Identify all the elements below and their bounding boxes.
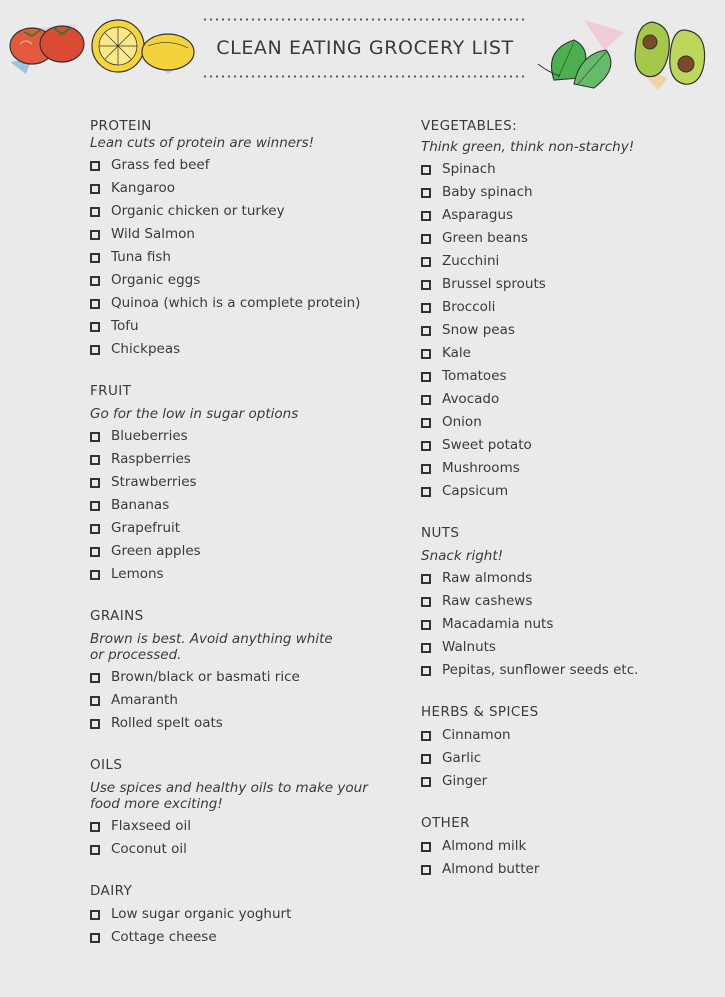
checkbox[interactable]: [421, 280, 431, 290]
checklist-item[interactable]: [90, 471, 410, 494]
checklist-item[interactable]: [90, 540, 410, 563]
section-subtitle: [90, 406, 410, 422]
item-label: Organic chicken or turkey: [111, 203, 285, 219]
item-label: Low sugar organic yoghurt: [111, 906, 292, 922]
checkbox[interactable]: [90, 845, 100, 855]
item-label: Cottage cheese: [111, 929, 217, 945]
checklist: [421, 724, 721, 793]
checkbox[interactable]: [421, 731, 431, 741]
item-label: Raw almonds: [442, 570, 533, 586]
page-title: CLEAN EATING GROCERY LIST: [216, 37, 514, 59]
subtitle-line: food more exciting!: [90, 796, 223, 812]
checklist-item[interactable]: [90, 154, 410, 177]
item-label: Bananas: [111, 497, 170, 513]
section-heading: DAIRY: [90, 883, 133, 899]
checklist-item[interactable]: [90, 494, 410, 517]
item-label: Lemons: [111, 566, 164, 582]
checkbox[interactable]: [90, 910, 100, 920]
item-label: Raspberries: [111, 451, 191, 467]
item-label: Avocado: [442, 391, 500, 407]
item-label: Zucchini: [442, 253, 500, 269]
checklist: [90, 154, 410, 361]
checkbox[interactable]: [90, 322, 100, 332]
section-nuts: [421, 525, 721, 682]
checkbox[interactable]: [421, 487, 431, 497]
checkbox[interactable]: [421, 620, 431, 630]
checklist-item[interactable]: [421, 567, 721, 590]
checklist-item[interactable]: [90, 315, 410, 338]
checkbox[interactable]: [90, 673, 100, 683]
checkbox[interactable]: [421, 372, 431, 382]
item-label: Garlic: [442, 750, 482, 766]
subtitle-line: Lean cuts of protein are winners!: [90, 135, 315, 151]
section-heading: GRAINS: [90, 608, 144, 624]
checklist-item[interactable]: [421, 835, 721, 858]
item-label: Tomatoes: [442, 368, 507, 384]
item-label: Baby spinach: [442, 184, 533, 200]
checkbox[interactable]: [421, 326, 431, 336]
item-label: Tuna fish: [111, 249, 171, 265]
checkbox[interactable]: [90, 524, 100, 534]
checklist-item[interactable]: [90, 926, 410, 949]
checkbox[interactable]: [421, 441, 431, 451]
checklist-item[interactable]: [90, 425, 410, 448]
checkbox[interactable]: [90, 501, 100, 511]
dotted-divider-top: [202, 18, 528, 21]
item-label: Spinach: [442, 161, 496, 177]
section-other: [421, 815, 721, 881]
checkbox[interactable]: [90, 276, 100, 286]
checklist-item[interactable]: [90, 689, 410, 712]
checklist-item[interactable]: [421, 858, 721, 881]
subtitle-line: Go for the low in sugar options: [90, 406, 299, 422]
checklist: [90, 815, 410, 861]
checkbox[interactable]: [90, 345, 100, 355]
checklist-item[interactable]: [421, 590, 721, 613]
lemon-icon: [88, 16, 200, 76]
checkbox[interactable]: [421, 643, 431, 653]
checklist-item[interactable]: [90, 448, 410, 471]
item-label: Pepitas, sunflower seeds etc.: [442, 662, 639, 678]
checkbox[interactable]: [90, 547, 100, 557]
checklist-item[interactable]: [90, 903, 410, 926]
checklist-item[interactable]: [421, 434, 721, 457]
checkbox[interactable]: [90, 230, 100, 240]
checkbox[interactable]: [421, 395, 431, 405]
item-label: Sweet potato: [442, 437, 532, 453]
item-label: Amaranth: [111, 692, 178, 708]
checkbox[interactable]: [421, 257, 431, 267]
checklist: [421, 158, 721, 503]
checklist-item[interactable]: [421, 613, 721, 636]
checkbox[interactable]: [421, 211, 431, 221]
checklist-item[interactable]: [90, 815, 410, 838]
checklist-item[interactable]: [90, 666, 410, 689]
checkbox[interactable]: [421, 418, 431, 428]
section-heading: NUTS: [421, 525, 460, 541]
checkbox[interactable]: [421, 464, 431, 474]
checkbox[interactable]: [421, 188, 431, 198]
item-label: Grapefruit: [111, 520, 181, 536]
checklist-item[interactable]: [90, 712, 410, 735]
checklist-item[interactable]: [421, 770, 721, 793]
item-label: Kangaroo: [111, 180, 176, 196]
checklist-item[interactable]: [90, 223, 410, 246]
section-heading: PROTEIN: [90, 118, 152, 134]
checklist-item[interactable]: [421, 227, 721, 250]
avocado-icon: [628, 16, 724, 90]
item-label: Wild Salmon: [111, 226, 195, 242]
section-subtitle: [421, 548, 721, 564]
section-vegetables: [421, 118, 721, 503]
header: [0, 0, 725, 100]
item-label: Snow peas: [442, 322, 515, 338]
item-label: Ginger: [442, 773, 488, 789]
checkbox[interactable]: [421, 165, 431, 175]
checklist-item[interactable]: [421, 388, 721, 411]
checkbox[interactable]: [421, 349, 431, 359]
checklist-item[interactable]: [421, 181, 721, 204]
checkbox[interactable]: [421, 303, 431, 313]
section-grains: [90, 608, 410, 735]
checklist-item[interactable]: [421, 724, 721, 747]
checklist-item[interactable]: [421, 204, 721, 227]
checklist-item[interactable]: [421, 457, 721, 480]
section-subtitle: [90, 780, 410, 812]
section-subtitle: [421, 139, 721, 155]
subtitle-line: Snack right!: [421, 548, 504, 564]
checklist-item[interactable]: [421, 659, 721, 682]
section-protein: [90, 118, 410, 361]
right-column: [421, 118, 721, 881]
checklist: [421, 567, 721, 682]
section-herbs-spices: [421, 704, 721, 793]
checkbox[interactable]: [90, 719, 100, 729]
checkbox[interactable]: [421, 777, 431, 787]
checkbox[interactable]: [421, 574, 431, 584]
item-label: Rolled spelt oats: [111, 715, 223, 731]
checklist-item[interactable]: [90, 292, 410, 315]
checkbox[interactable]: [421, 597, 431, 607]
checkbox[interactable]: [90, 299, 100, 309]
subtitle-line: or processed.: [90, 647, 182, 663]
section-fruit: [90, 383, 410, 586]
item-label: Almond butter: [442, 861, 540, 877]
checklist-item[interactable]: [421, 296, 721, 319]
item-label: Asparagus: [442, 207, 514, 223]
checkbox[interactable]: [421, 865, 431, 875]
checkbox[interactable]: [90, 184, 100, 194]
checklist-item[interactable]: [421, 747, 721, 770]
section-heading: HERBS & SPICES: [421, 704, 539, 720]
item-label: Brussel sprouts: [442, 276, 546, 292]
item-label: Capsicum: [442, 483, 509, 499]
checkbox[interactable]: [90, 570, 100, 580]
checklist-item[interactable]: [421, 342, 721, 365]
checkbox[interactable]: [90, 822, 100, 832]
item-label: Tofu: [111, 318, 139, 334]
subtitle-line: Use spices and healthy oils to make your: [90, 780, 368, 796]
section-heading: OTHER: [421, 815, 470, 831]
checklist-item[interactable]: [90, 838, 410, 861]
checkbox[interactable]: [90, 161, 100, 171]
checkbox[interactable]: [421, 234, 431, 244]
checklist: [421, 835, 721, 881]
checkbox[interactable]: [90, 933, 100, 943]
item-label: Onion: [442, 414, 482, 430]
item-label: Almond milk: [442, 838, 527, 854]
section-subtitle: [90, 135, 410, 151]
checkbox[interactable]: [90, 253, 100, 263]
checklist: [90, 903, 410, 949]
item-label: Broccoli: [442, 299, 496, 315]
checklist-item[interactable]: [421, 411, 721, 434]
checklist-item[interactable]: [90, 269, 410, 292]
checklist-item[interactable]: [421, 365, 721, 388]
section-subtitle: [90, 631, 410, 663]
subtitle-line: Think green, think non-starchy!: [421, 139, 635, 155]
checklist-item[interactable]: [421, 250, 721, 273]
checkbox[interactable]: [421, 754, 431, 764]
checkbox[interactable]: [90, 207, 100, 217]
checklist-item[interactable]: [90, 246, 410, 269]
checklist: [90, 666, 410, 735]
checklist-item[interactable]: [90, 200, 410, 223]
item-label: Raw cashews: [442, 593, 533, 609]
item-label: Organic eggs: [111, 272, 201, 288]
subtitle-line: Brown is best. Avoid anything white: [90, 631, 333, 647]
item-label: Brown/black or basmati rice: [111, 669, 300, 685]
item-label: Blueberries: [111, 428, 188, 444]
item-label: Strawberries: [111, 474, 197, 490]
checklist-item[interactable]: [421, 158, 721, 181]
item-label: Grass fed beef: [111, 157, 210, 173]
item-label: Kale: [442, 345, 471, 361]
section-dairy: [90, 883, 410, 949]
checklist-item[interactable]: [421, 273, 721, 296]
checklist-item[interactable]: [421, 319, 721, 342]
item-label: Walnuts: [442, 639, 496, 655]
spinach-leaves-icon: [534, 20, 630, 94]
checklist-item[interactable]: [90, 338, 410, 361]
item-label: Green apples: [111, 543, 201, 559]
item-label: Chickpeas: [111, 341, 181, 357]
item-label: Quinoa (which is a complete protein): [111, 295, 361, 311]
tomato-icon: [6, 18, 88, 80]
checkbox[interactable]: [421, 842, 431, 852]
checkbox[interactable]: [90, 455, 100, 465]
item-label: Mushrooms: [442, 460, 520, 476]
section-oils: [90, 757, 410, 861]
checklist: [90, 425, 410, 586]
section-heading: OILS: [90, 757, 123, 773]
checklist-item[interactable]: [421, 480, 721, 503]
left-column: [90, 118, 410, 949]
checklist-item[interactable]: [421, 636, 721, 659]
item-label: Coconut oil: [111, 841, 187, 857]
dotted-divider-bottom: [202, 75, 528, 78]
checkbox[interactable]: [90, 478, 100, 488]
item-label: Cinnamon: [442, 727, 511, 743]
checkbox[interactable]: [90, 432, 100, 442]
item-label: Green beans: [442, 230, 528, 246]
checklist-item[interactable]: [90, 563, 410, 586]
checkbox[interactable]: [90, 696, 100, 706]
checklist-item[interactable]: [90, 177, 410, 200]
item-label: Macadamia nuts: [442, 616, 554, 632]
checklist-item[interactable]: [90, 517, 410, 540]
title-block: [202, 18, 528, 78]
checkbox[interactable]: [421, 666, 431, 676]
section-heading: FRUIT: [90, 383, 132, 399]
section-heading: VEGETABLES:: [421, 118, 518, 134]
item-label: Flaxseed oil: [111, 818, 192, 834]
